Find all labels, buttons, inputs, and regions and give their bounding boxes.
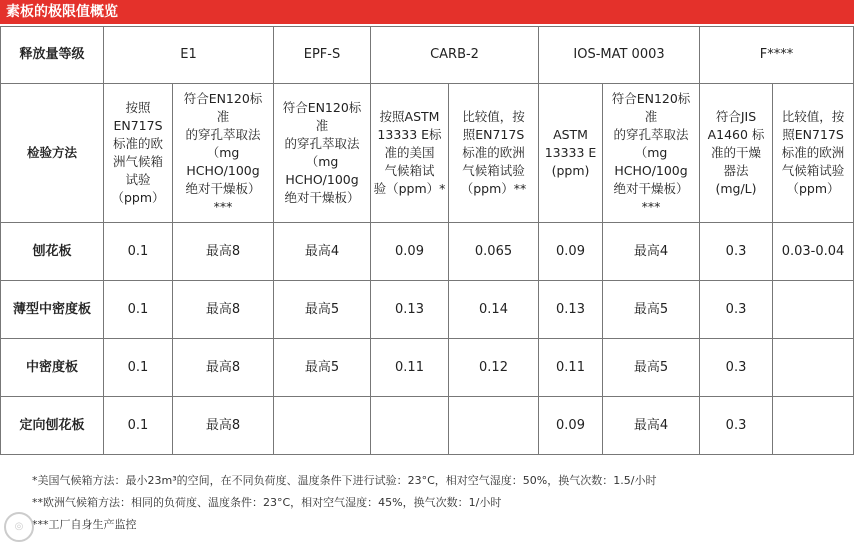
table-cell: 最高5	[274, 339, 371, 397]
table-cell: 0.11	[371, 339, 449, 397]
table-cell: 最高4	[603, 223, 700, 281]
method-cell: 按照ASTM 13333 E标 准的美国 气候箱试 验（ppm）*	[371, 84, 449, 223]
table-cell	[773, 281, 854, 339]
method-cell: 符合EN120标 准 的穿孔萃取法 （mg HCHO/100g 绝对干燥板）	[274, 84, 371, 223]
method-cell: 比较值，按 照EN717S 标准的欧洲 气候箱试验 （ppm）**	[449, 84, 539, 223]
row-label: 中密度板	[1, 339, 104, 397]
table-cell: 0.065	[449, 223, 539, 281]
group-ios-mat: IOS-MAT 0003	[539, 27, 700, 84]
table-cell: 最高8	[173, 339, 274, 397]
table-cell: 0.09	[539, 397, 603, 455]
table-cell: 0.09	[371, 223, 449, 281]
table-row	[1, 397, 854, 455]
method-row	[1, 84, 854, 223]
table-cell: 0.13	[539, 281, 603, 339]
group-epf-s: EPF-S	[274, 27, 371, 84]
table-cell: 0.1	[104, 281, 173, 339]
row-label: 定向刨花板	[1, 397, 104, 455]
table-cell: 0.09	[539, 223, 603, 281]
method-cell: 符合EN120标 准 的穿孔萃取法 （mg HCHO/100g 绝对干燥板） ***	[173, 84, 274, 223]
table-row	[1, 339, 854, 397]
table-cell: 0.3	[700, 339, 773, 397]
row-label: 薄型中密度板	[1, 281, 104, 339]
footnote-2: **欧洲气候箱方法：相同的负荷度、温度条件：23°C，相对空气湿度：45%，换气次数：1/小时	[32, 496, 502, 509]
table-cell: 最高8	[173, 223, 274, 281]
table-cell	[773, 339, 854, 397]
method-cell: 比较值，按 照EN717S 标准的欧洲 气候箱试验 （ppm）	[773, 84, 854, 223]
table-cell: 最高4	[603, 397, 700, 455]
table-cell	[274, 397, 371, 455]
method-cell: 符合JIS A1460 标 准的干燥 器法 (mg/L)	[700, 84, 773, 223]
table-cell: 最高8	[173, 397, 274, 455]
table-cell: 0.11	[539, 339, 603, 397]
footnotes	[32, 470, 656, 536]
table-cell	[449, 397, 539, 455]
table-cell: 0.1	[104, 397, 173, 455]
table-title: 素板的极限值概览	[0, 0, 854, 24]
footnote-1: *美国气候箱方法：最小23m³的空间，在不同负荷度、温度条件下进行试验：23°C，相对空气湿度：50%，换气次数：1.5/小时	[32, 474, 657, 487]
table-cell: 最高5	[603, 281, 700, 339]
table-cell	[773, 397, 854, 455]
table-cell: 0.12	[449, 339, 539, 397]
table-cell: 0.1	[104, 339, 173, 397]
header-row-label: 释放量等级	[1, 27, 104, 84]
table-cell: 最高5	[274, 281, 371, 339]
table-cell: 0.3	[700, 223, 773, 281]
group-f4star: F****	[700, 27, 854, 84]
table-cell: 0.14	[449, 281, 539, 339]
table-cell: 0.1	[104, 223, 173, 281]
method-cell: 符合EN120标 准 的穿孔萃取法 （mg HCHO/100g 绝对干燥板） ***	[603, 84, 700, 223]
table-cell: 最高5	[603, 339, 700, 397]
header-row	[1, 27, 854, 84]
method-row-label: 检验方法	[1, 84, 104, 223]
footnote-3: ***工厂自身生产监控	[32, 518, 137, 531]
table-row	[1, 223, 854, 281]
group-carb-2: CARB-2	[371, 27, 539, 84]
table-cell: 0.3	[700, 397, 773, 455]
table-cell: 0.3	[700, 281, 773, 339]
table-cell: 0.13	[371, 281, 449, 339]
table-row	[1, 281, 854, 339]
method-cell: ASTM 13333 E (ppm)	[539, 84, 603, 223]
limit-values-table	[0, 26, 854, 455]
table-cell	[371, 397, 449, 455]
row-label: 刨花板	[1, 223, 104, 281]
watermark-logo: ◎	[4, 512, 34, 542]
table-cell: 最高4	[274, 223, 371, 281]
method-cell: 按照 EN717S 标准的欧 洲气候箱 试验 （ppm）	[104, 84, 173, 223]
group-e1: E1	[104, 27, 274, 84]
table-cell: 0.03-0.04	[773, 223, 854, 281]
table-cell: 最高8	[173, 281, 274, 339]
